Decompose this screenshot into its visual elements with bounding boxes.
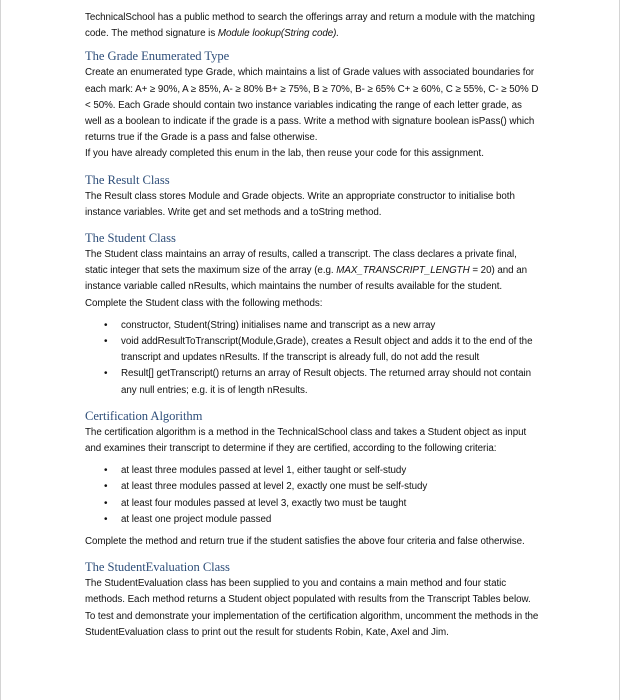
list-item — [85, 318, 541, 334]
bullet-icon: • — [104, 465, 108, 477]
list-item — [85, 512, 541, 528]
heading-student-class: The Student Class — [85, 231, 176, 246]
section-student-class — [85, 230, 541, 399]
method-signature: Module lookup(String code). — [217, 28, 340, 40]
heading-result-class: The Result Class — [85, 172, 170, 187]
list-item — [85, 496, 541, 512]
student-class-instruction: Complete the Student class with the following methods: — [85, 297, 323, 309]
bullet-icon: • — [104, 497, 108, 509]
section-student-evaluation — [85, 559, 541, 641]
list-item — [85, 334, 541, 366]
student-class-text-b: = 20) and an instance variable called nResults, which maintains the number of results available for the student. — [85, 265, 528, 293]
bullet-icon: • — [104, 319, 108, 331]
section-result-class — [85, 172, 541, 221]
intro-text: TechnicalSchool has a public method to search the offerings array and return a module with the matching code. The method signature is — [85, 12, 535, 40]
bullet-icon: • — [104, 368, 108, 380]
bullet-icon: • — [104, 481, 108, 493]
list-item-text: at least one project module passed — [121, 513, 272, 525]
list-item-text: at least four modules passed at level 3, exactly two must be taught — [121, 497, 407, 509]
certification-closing: Complete the method and return true if the student satisfies the above four criteria and false otherwise. — [85, 536, 525, 548]
grade-enum-reuse-note: If you have already completed this enum in the lab, then reuse your code for this assignment. — [85, 148, 484, 160]
intro-paragraph — [85, 10, 541, 42]
bullet-icon: • — [104, 336, 108, 348]
student-evaluation-paragraph: The StudentEvaluation class has been supplied to you and contains a main method and four static methods. Each method returns a Student object populated with results from the Transcript Tables below. To test and demonstrate your implementation of the certification algorithm, uncomment the methods in the StudentEvaluation class to print out the result for students Robin, Kate, Axel and Jim. — [85, 578, 539, 638]
heading-student-evaluation: The StudentEvaluation Class — [85, 560, 230, 575]
list-item-text: Result[] getTranscript() returns an array of Result objects. The returned array should not contain any null entries; e.g. it is of length nResults. — [121, 368, 532, 396]
list-item — [85, 463, 541, 479]
heading-certification-algorithm: Certification Algorithm — [85, 408, 203, 423]
list-item — [85, 366, 541, 398]
criteria-list — [85, 463, 541, 528]
student-methods-list — [85, 318, 541, 399]
bullet-icon: • — [104, 513, 108, 525]
list-item-text: void addResultToTranscript(Module,Grade), creates a Result object and adds it to the end of the transcript and updates nResults. If the transcript is already full, do not add the result — [121, 336, 533, 364]
grade-enum-paragraph: Create an enumerated type Grade, which maintains a list of Grade values with associated boundaries for each mark: A+ ≥ 90%, A ≥ 85%, A- ≥ 80% B+ ≥ 75%, B ≥ 70%, B- ≥ 65% C+ ≥ 60%, C ≥ 55%, C- ≥ 50% D < 50%. Each Grade should contain two instance variables indicating the range of each letter grade, as well as a boolean to indicate if the grade is a pass. Write a method with signature boolean isPass() which returns true if the Grade is a pass and false otherwise. — [85, 67, 539, 144]
section-grade-enum — [85, 48, 541, 162]
certification-paragraph: The certification algorithm is a method in the TechnicalSchool class and takes a Student object as input and examines their transcript to determine if they are certified, according to the following criteria: — [85, 426, 527, 455]
result-class-paragraph: The Result class stores Module and Grade objects. Write an appropriate constructor to initialise both instance variables. Write get and set methods and a toString method. — [85, 190, 515, 218]
student-class-text-a: The Student class maintains an array of results, called a transcript. The class declares a private final, static integer that sets the maximum size of the array (e.g. — [85, 249, 517, 277]
student-class-paragraph — [85, 247, 541, 296]
list-item-text: at least three modules passed at level 1, either taught or self-study — [121, 465, 407, 477]
list-item-text: at least three modules passed at level 2, exactly one must be self-study — [121, 481, 428, 493]
max-transcript-constant: MAX_TRANSCRIPT_LENGTH — [336, 265, 470, 277]
list-item — [85, 479, 541, 495]
list-item-text: constructor, Student(String) initialises name and transcript as a new array — [121, 319, 436, 331]
heading-grade-enum: The Grade Enumerated Type — [85, 49, 230, 64]
document-content — [85, 10, 541, 650]
section-certification-algorithm — [85, 408, 541, 550]
